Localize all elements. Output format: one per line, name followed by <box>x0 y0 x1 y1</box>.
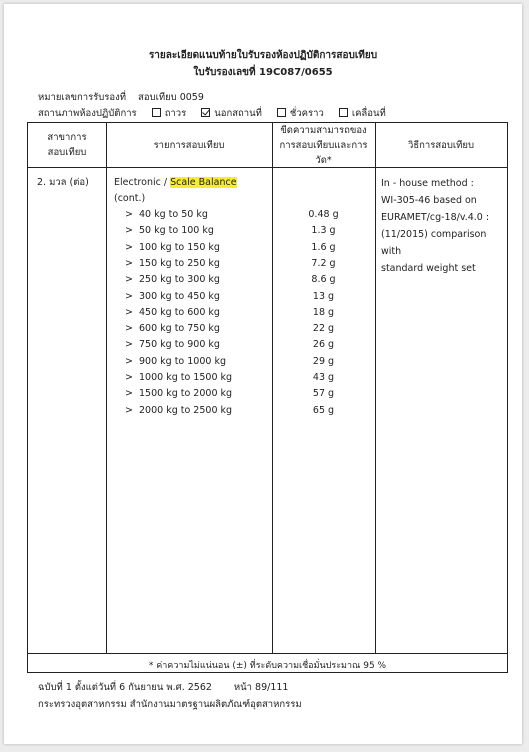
range-row: > 250 kg to 300 kg <box>125 274 220 286</box>
cmc-value: 7.2 g <box>311 257 336 269</box>
organization: กระทรวงอุตสาหกรรม สำนักงานมาตรฐานผลิตภัณฑ์อุตสาหกรรม <box>38 699 302 710</box>
cmc-value: 13 g <box>312 290 335 302</box>
cmc-value: 0.48 g <box>308 209 339 220</box>
cmc-value: 8.6 g <box>311 274 336 286</box>
range-row: > 300 kg to 450 kg <box>125 290 220 302</box>
method-line: In - house method : <box>381 178 474 189</box>
registration-value: สอบเทียบ 0059 <box>138 92 204 103</box>
method-line: standard weight set <box>381 263 476 274</box>
method-line: WI-305-46 based on <box>381 195 477 206</box>
range-label: 300 kg to 450 kg <box>139 290 220 302</box>
cmc-value: 65 g <box>312 404 335 416</box>
cmc-value: 18 g <box>312 306 335 318</box>
method-line: (11/2015) comparison with <box>381 229 487 257</box>
calibration-method <box>381 175 505 277</box>
document-page <box>4 4 522 744</box>
table-divider <box>106 123 107 653</box>
range-row: > 100 kg to 150 kg <box>125 241 220 253</box>
header-field: สาขาการ สอบเทียบ <box>47 132 87 158</box>
status-checkbox-permanent <box>152 108 161 117</box>
calibration-item: Electronic / Scale Balance (cont.) <box>114 177 237 204</box>
status-checkbox-temporary <box>277 108 286 117</box>
range-label: 250 kg to 300 kg <box>139 274 220 286</box>
issue-line <box>38 680 288 695</box>
status-label-permanent: ถาวร <box>164 108 187 119</box>
range-row: > 750 kg to 900 kg <box>125 339 220 351</box>
cmc-value: 29 g <box>312 355 335 367</box>
range-label: 40 kg to 50 kg <box>139 209 208 220</box>
table-divider <box>375 123 376 653</box>
range-label: 900 kg to 1000 kg <box>139 355 226 367</box>
status-label-mobile: เคลื่อนที่ <box>351 108 386 119</box>
range-row: > 50 kg to 100 kg <box>125 225 214 237</box>
cmc-value: 1.6 g <box>311 241 336 253</box>
cmc-value: 43 g <box>312 372 335 383</box>
registration-label: หมายเลขการรับรองที่ <box>38 92 127 103</box>
range-row: > 450 kg to 600 kg <box>125 306 220 318</box>
range-label: 150 kg to 250 kg <box>139 257 220 269</box>
cmc-value: 22 g <box>312 323 335 335</box>
page-title: รายละเอียดแนบท้ายใบรับรองห้องปฏิบัติการสอบเทียบ <box>148 50 378 61</box>
range-label: 50 kg to 100 kg <box>139 225 214 237</box>
range-label: 450 kg to 600 kg <box>139 306 220 318</box>
table-divider <box>28 653 507 654</box>
range-row: > 2000 kg to 2500 kg <box>125 404 233 416</box>
page-number: หน้า 89/111 <box>233 682 289 693</box>
cmc-value: 57 g <box>312 388 335 400</box>
cmc-value: 1.3 g <box>311 225 336 237</box>
status-checkbox-mobile <box>339 108 348 117</box>
range-row: > 150 kg to 250 kg <box>125 257 220 269</box>
scope-table <box>27 122 508 673</box>
highlighted-item: Scale Balance <box>170 177 237 188</box>
lab-status-label: สถานภาพห้องปฏิบัติการ <box>38 108 137 119</box>
range-label: 1500 kg to 2000 kg <box>139 388 233 400</box>
range-row: > 900 kg to 1000 kg <box>125 355 226 367</box>
range-row: > 600 kg to 750 kg <box>125 323 220 335</box>
range-label: 600 kg to 750 kg <box>139 323 220 335</box>
field-name: 2. มวล (ต่อ) <box>37 177 89 188</box>
range-label: 100 kg to 150 kg <box>139 241 220 253</box>
range-label: 750 kg to 900 kg <box>139 339 220 351</box>
range-label: 1000 kg to 1500 kg <box>139 372 233 383</box>
registration-line <box>38 90 204 105</box>
cmc-value: 26 g <box>312 339 335 351</box>
range-label: 2000 kg to 2500 kg <box>139 404 233 416</box>
range-row: > 40 kg to 50 kg <box>125 209 208 220</box>
header-item: รายการสอบเทียบ <box>153 139 225 151</box>
table-divider <box>28 167 507 168</box>
certificate-number: ใบรับรองเลขที่ 19C087/0655 <box>193 67 333 78</box>
header-capability: ขีดความสามารถของ การสอบเทียบและการวัด* <box>279 124 368 166</box>
lab-status-line <box>38 106 386 121</box>
uncertainty-footnote: * ค่าความไม่แน่นอน (±) ที่ระดับความเชื่อมั่นประมาณ 95 % <box>148 661 387 671</box>
method-line: EURAMET/cg-18/v.4.0 : <box>381 212 490 223</box>
status-checkbox-onsite <box>201 108 210 117</box>
status-label-temporary: ชั่วคราว <box>289 108 324 119</box>
range-row: > 1000 kg to 1500 kg <box>125 372 233 383</box>
status-label-onsite: นอกสถานที่ <box>214 108 262 119</box>
header-method: วิธีการสอบเทียบ <box>408 139 474 151</box>
range-row: > 1500 kg to 2000 kg <box>125 388 233 400</box>
issue-date: ฉบับที่ 1 ตั้งแต่วันที่ 6 กันยายน พ.ศ. 2562 <box>38 682 212 693</box>
